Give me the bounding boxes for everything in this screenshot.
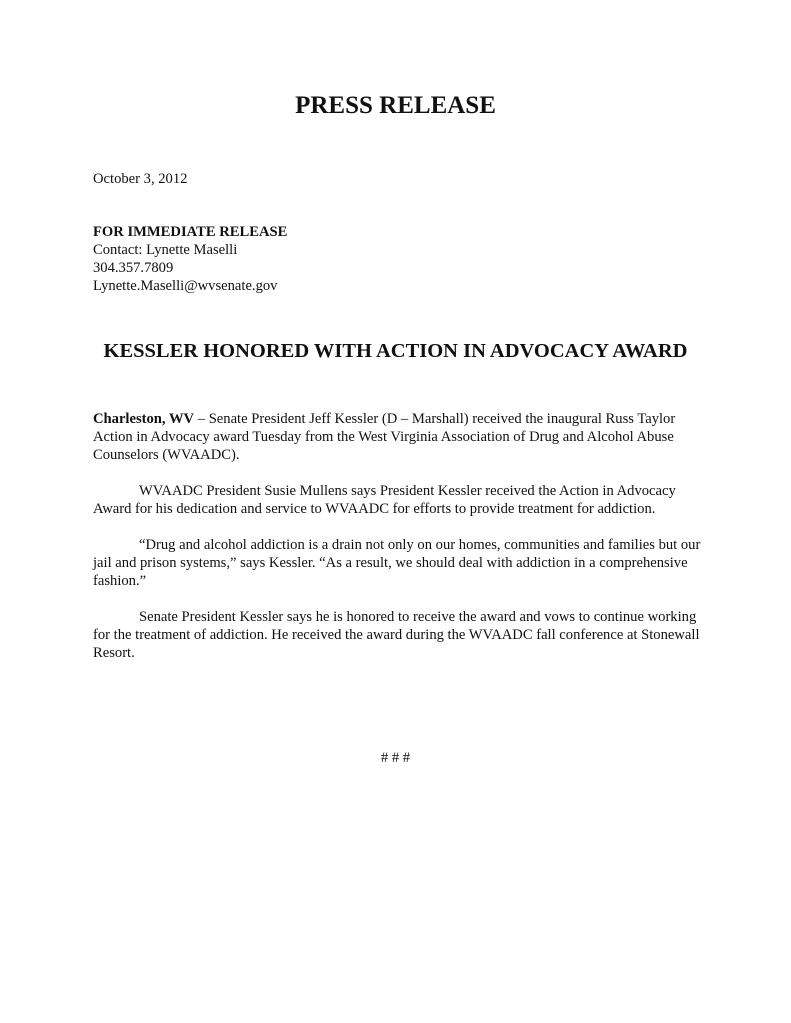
contact-email: Lynette.Maselli@wvsenate.gov — [93, 278, 278, 294]
contact-name: Contact: Lynette Maselli — [93, 242, 238, 258]
paragraph-4: Senate President Kessler says he is honored to receive the award and vows to continue working for the treatment of addiction. He received the award during the WVAADC fall conference at Stonewall Resort. — [93, 609, 700, 661]
contact-phone: 304.357.7809 — [93, 260, 174, 276]
contact-block — [93, 223, 705, 295]
release-label: FOR IMMEDIATE RELEASE — [93, 224, 288, 240]
headline: KESSLER HONORED WITH ACTION IN ADVOCACY AWARD — [103, 340, 688, 362]
paragraph-1 — [93, 410, 705, 464]
release-date: October 3, 2012 — [93, 171, 188, 187]
paragraph-2: WVAADC President Susie Mullens says President Kessler received the Action in Advocacy Award for his dedication and service to WVAADC for efforts to provide treatment for addiction. — [93, 483, 676, 517]
paragraph-1-text: – Senate President Jeff Kessler (D – Marshall) received the inaugural Russ Taylor Action in Advocacy award Tuesday from the West Virginia Association of Drug and Alcohol Abuse Counselors (WVAADC). — [93, 411, 676, 463]
body-copy — [93, 410, 705, 680]
page-title: PRESS RELEASE — [295, 92, 496, 119]
dateline: Charleston, WV — [93, 411, 195, 427]
end-mark: # # # — [380, 750, 411, 766]
paragraph-3: “Drug and alcohol addiction is a drain not only on our homes, communities and families but our jail and prison systems,” says Kessler. “As a result, we should deal with addiction in a comprehensive fashion.” — [93, 537, 701, 589]
